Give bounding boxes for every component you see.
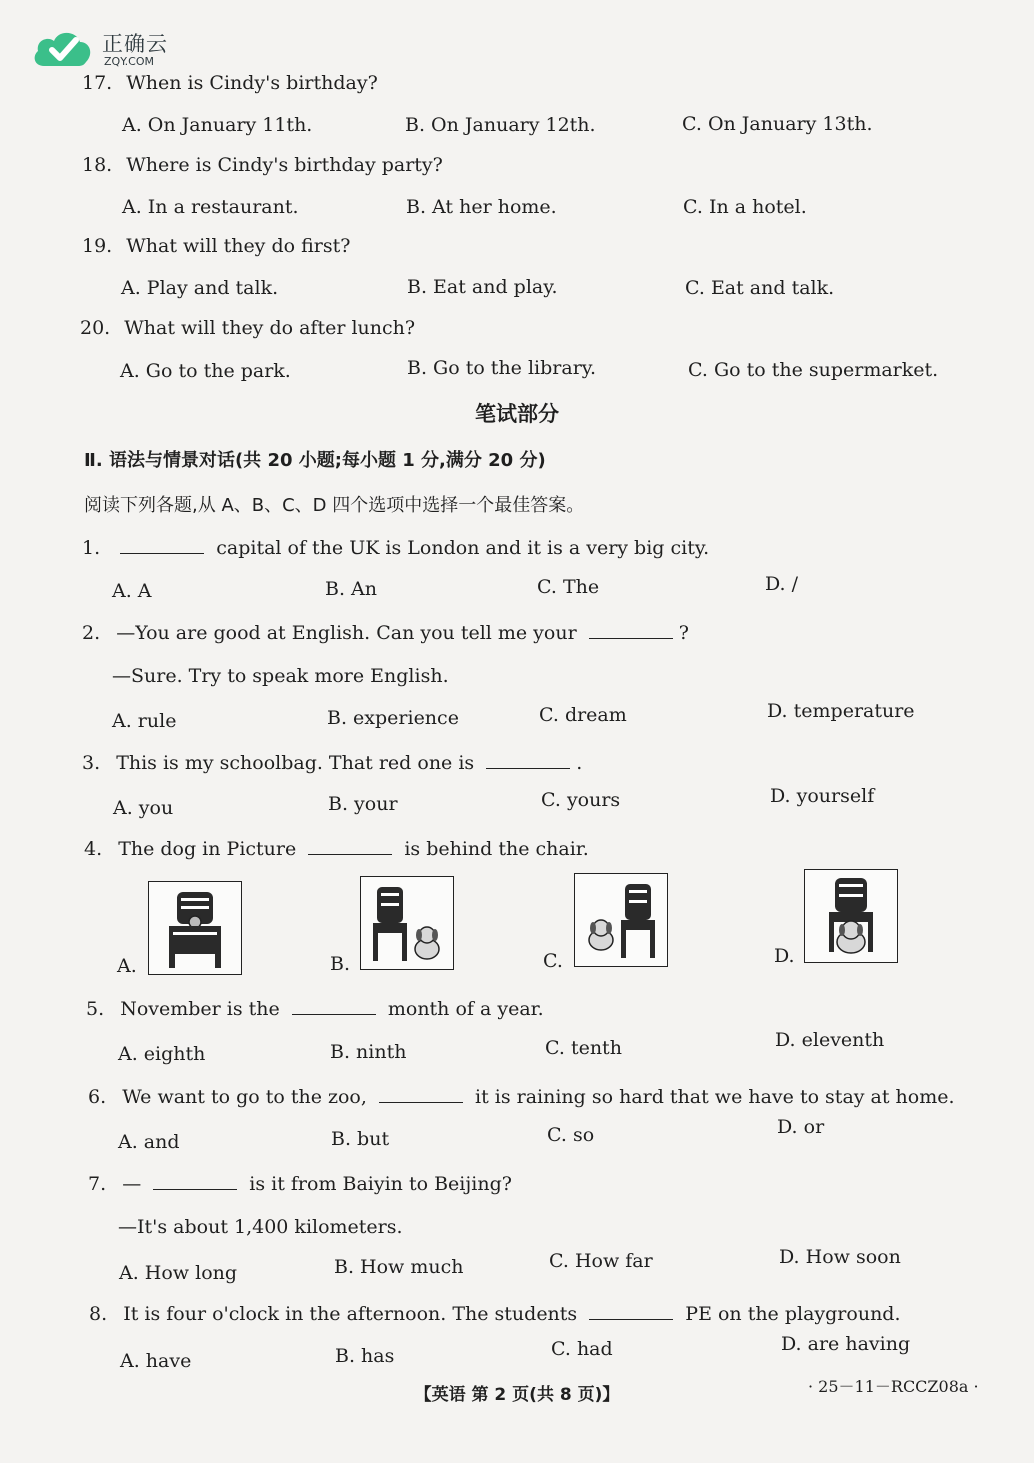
question-number: 1. xyxy=(82,537,101,559)
option-b: B. Eat and play. xyxy=(407,276,558,298)
answer-blank xyxy=(486,754,570,769)
question-text: We want to go to the zoo, xyxy=(122,1086,367,1108)
option-a: A. you xyxy=(113,797,174,819)
question-text: PE on the playground. xyxy=(685,1303,901,1325)
section-instruction: 阅读下列各题,从 A、B、C、D 四个选项中选择一个最佳答案。 xyxy=(84,495,585,516)
question-text: —You are good at English. Can you tell me your xyxy=(116,622,577,644)
question-6 xyxy=(88,1086,955,1108)
question-number: 7. xyxy=(88,1173,107,1195)
question-text: What will they do first? xyxy=(126,235,351,257)
question-2-reply: —Sure. Try to speak more English. xyxy=(112,665,449,687)
answer-blank xyxy=(589,624,673,639)
question-4 xyxy=(84,838,589,860)
option-b: B. has xyxy=(335,1345,395,1367)
option-c: C. How far xyxy=(549,1250,653,1272)
option-a: A. In a restaurant. xyxy=(122,196,299,218)
question-text: The dog in Picture xyxy=(118,838,297,860)
chair-dog-illustration xyxy=(805,870,897,962)
chair-dog-illustration xyxy=(149,882,241,974)
written-part-title: 笔试部分 xyxy=(475,402,559,426)
picture-a-dog-under-chair xyxy=(148,881,242,975)
option-b: B. How much xyxy=(334,1256,464,1278)
page-footer: 【英语 第 2 页(共 8 页)】 xyxy=(414,1385,620,1405)
answer-blank xyxy=(120,539,204,554)
answer-blank xyxy=(308,840,392,855)
option-d: D. temperature xyxy=(767,700,915,722)
chair-dog-illustration xyxy=(361,877,453,969)
option-d: D. yourself xyxy=(770,785,875,807)
picture-c-dog-beside-chair xyxy=(574,873,668,967)
answer-blank xyxy=(292,1000,376,1015)
question-3 xyxy=(82,752,582,774)
option-a: A. have xyxy=(120,1350,192,1372)
question-number: 4. xyxy=(84,838,103,860)
option-c: C. On January 13th. xyxy=(682,113,873,135)
option-b: B. experience xyxy=(327,707,459,729)
question-number: 18. xyxy=(82,154,113,176)
listening-question-17 xyxy=(82,72,378,94)
chair-dog-illustration xyxy=(575,874,667,966)
option-b: B. On January 12th. xyxy=(405,114,596,136)
option-a: A. eighth xyxy=(118,1043,206,1065)
option-c: C. The xyxy=(537,576,600,598)
option-d: D. How soon xyxy=(779,1246,901,1268)
picture-label-b: B. xyxy=(330,953,351,975)
question-text: This is my schoolbag. That red one is xyxy=(116,752,475,774)
option-a: A. A xyxy=(112,580,152,602)
picture-label-d: D. xyxy=(774,945,795,967)
section-heading: Ⅱ. 语法与情景对话(共 20 小题;每小题 1 分,满分 20 分) xyxy=(84,450,546,471)
option-a: A. and xyxy=(118,1131,180,1153)
paper-code: · 25－11－RCCZ08a · xyxy=(808,1377,979,1396)
option-a: A. On January 11th. xyxy=(122,114,313,136)
question-7-reply: —It's about 1,400 kilometers. xyxy=(118,1216,403,1238)
picture-b-dog-beside-chair xyxy=(360,876,454,970)
question-number: 6. xyxy=(88,1086,107,1108)
option-d: D. are having xyxy=(781,1333,911,1355)
option-b: B. ninth xyxy=(330,1041,407,1063)
option-c: C. In a hotel. xyxy=(683,196,807,218)
brand-name-en: ZQY.COM xyxy=(104,55,155,68)
option-d: D. eleventh xyxy=(775,1029,885,1051)
question-text: is behind the chair. xyxy=(404,838,589,860)
question-5 xyxy=(86,998,544,1020)
listening-question-20 xyxy=(80,317,415,339)
question-text: It is four o'clock in the afternoon. The students xyxy=(123,1303,578,1325)
picture-d-dog-in-front-of-chair xyxy=(804,869,898,963)
option-b: B. your xyxy=(328,793,398,815)
question-number: 5. xyxy=(86,998,105,1020)
picture-label-a: A. xyxy=(117,955,137,977)
question-text: it is raining so hard that we have to stay at home. xyxy=(475,1086,955,1108)
option-c: C. yours xyxy=(541,789,621,811)
question-number: 17. xyxy=(82,72,113,94)
question-text: November is the xyxy=(120,998,280,1020)
question-text: is it from Baiyin to Beijing? xyxy=(249,1173,512,1195)
option-b: B. Go to the library. xyxy=(407,357,597,379)
option-c: C. Eat and talk. xyxy=(685,277,835,299)
listening-question-18 xyxy=(82,154,443,176)
option-c: C. had xyxy=(551,1338,613,1360)
question-text: What will they do after lunch? xyxy=(124,317,416,339)
answer-blank xyxy=(153,1175,237,1190)
option-d: D. / xyxy=(765,573,799,595)
question-number: 8. xyxy=(89,1303,108,1325)
question-text: — xyxy=(122,1173,142,1195)
brand-name-cn: 正确云 xyxy=(102,32,168,56)
option-c: C. dream xyxy=(539,704,627,726)
answer-blank xyxy=(379,1088,463,1103)
listening-question-19 xyxy=(82,235,350,257)
option-a: A. rule xyxy=(112,710,177,732)
question-7 xyxy=(88,1173,512,1195)
option-b: B. At her home. xyxy=(406,196,557,218)
picture-label-c: C. xyxy=(543,950,563,972)
question-text: When is Cindy's birthday? xyxy=(126,72,378,94)
question-text: month of a year. xyxy=(387,998,544,1020)
question-number: 20. xyxy=(80,317,111,339)
answer-blank xyxy=(589,1305,673,1320)
option-b: B. An xyxy=(325,578,377,600)
question-punctuation: . xyxy=(576,752,583,774)
question-number: 3. xyxy=(82,752,101,774)
option-c: C. tenth xyxy=(545,1037,622,1059)
question-2 xyxy=(82,622,689,644)
question-number: 19. xyxy=(82,235,113,257)
option-d: D. or xyxy=(777,1116,825,1138)
question-text: Where is Cindy's birthday party? xyxy=(126,154,443,176)
question-number: 2. xyxy=(82,622,101,644)
option-c: C. so xyxy=(547,1124,595,1146)
brand-logo xyxy=(30,26,190,74)
check-cloud-icon xyxy=(30,26,94,70)
option-a: A. Play and talk. xyxy=(121,277,279,299)
question-8 xyxy=(89,1303,901,1325)
option-b: B. but xyxy=(331,1128,390,1150)
question-punctuation: ? xyxy=(678,622,689,644)
option-a: A. How long xyxy=(119,1262,238,1284)
option-c: C. Go to the supermarket. xyxy=(688,359,939,381)
question-1 xyxy=(82,537,709,559)
option-a: A. Go to the park. xyxy=(120,360,291,382)
question-text: capital of the UK is London and it is a very big city. xyxy=(216,537,710,559)
